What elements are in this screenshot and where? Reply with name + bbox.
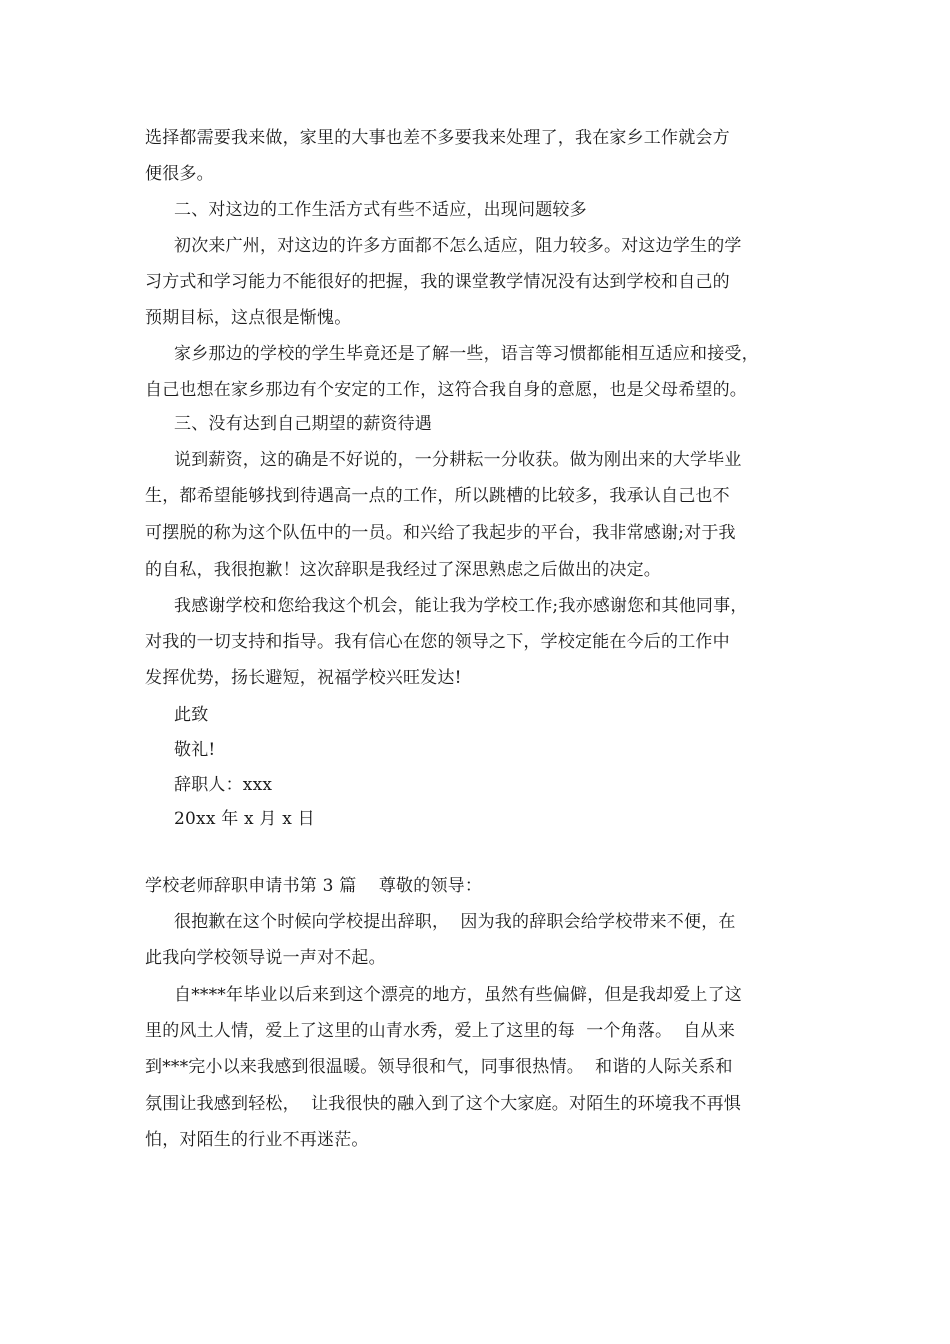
text-line: 里的风土人情，爱上了这里的山青水秀，爱上了这里的每 一个角落。 自从来 xyxy=(145,1021,736,1041)
text-line: 可摆脱的称为这个队伍中的一员。和兴给了我起步的平台，我非常感谢;对于我 xyxy=(145,523,736,543)
text-line: 便很多。 xyxy=(145,164,214,184)
text-line: 此我向学校领导说一声对不起。 xyxy=(145,948,386,968)
text-line: 很抱歉在这个时候向学校提出辞职， 因为我的辞职会给学校带来不便，在 xyxy=(174,912,736,932)
text-line: 发挥优势，扬长避短，祝福学校兴旺发达! xyxy=(145,668,462,688)
article-title: 学校老师辞职申请书第 3 篇 尊敬的领导： xyxy=(145,876,483,896)
section-heading: 三、没有达到自己期望的薪资待遇 xyxy=(174,414,432,434)
text-line: 到***完小以来我感到很温暖。领导很和气，同事很热情。 和谐的人际关系和 xyxy=(145,1057,733,1077)
text-line: 对我的一切支持和指导。我有信心在您的领导之下，学校定能在今后的工作中 xyxy=(145,632,730,652)
text-line: 家乡那边的学校的学生毕竟还是了解一些，语言等习惯都能相互适应和接受， xyxy=(174,344,759,364)
text-line: 氛围让我感到轻松， 让我很快的融入到了这个大家庭。对陌生的环境我不再惧 xyxy=(145,1094,742,1114)
text-line: 生，都希望能够找到待遇高一点的工作，所以跳槽的比较多，我承认自己也不 xyxy=(145,486,730,506)
text-line: 自****年毕业以后来到这个漂亮的地方，虽然有些偏僻，但是我却爱上了这 xyxy=(174,985,742,1005)
text-line: 的自私，我很抱歉！这次辞职是我经过了深思熟虑之后做出的决定。 xyxy=(145,560,661,580)
date-line: 20xx 年 x 月 x 日 xyxy=(174,809,315,829)
text-line: 预期目标，这点很是惭愧。 xyxy=(145,308,352,328)
text-line: 我感谢学校和您给我这个机会，能让我为学校工作;我亦感谢您和其他同事， xyxy=(174,596,748,616)
text-line: 习方式和学习能力不能很好的把握，我的课堂教学情况没有达到学校和自己的 xyxy=(145,272,730,292)
text-line: 说到薪资，这的确是不好说的，一分耕耘一分收获。做为刚出来的大学毕业 xyxy=(174,450,742,470)
text-line: 选择都需要我来做，家里的大事也差不多要我来处理了，我在家乡工作就会方 xyxy=(145,128,730,148)
closing-line: 敬礼! xyxy=(174,740,216,760)
text-line: 自己也想在家乡那边有个安定的工作，这符合我自身的意愿，也是父母希望的。 xyxy=(145,380,747,400)
section-heading: 二、对这边的工作生活方式有些不适应，出现问题较多 xyxy=(174,200,587,220)
text-line: 怕，对陌生的行业不再迷茫。 xyxy=(145,1130,369,1150)
signature-line: 辞职人：xxx xyxy=(174,775,273,795)
closing-line: 此致 xyxy=(174,705,209,725)
text-line: 初次来广州，对这边的许多方面都不怎么适应，阻力较多。对这边学生的学 xyxy=(174,236,742,256)
